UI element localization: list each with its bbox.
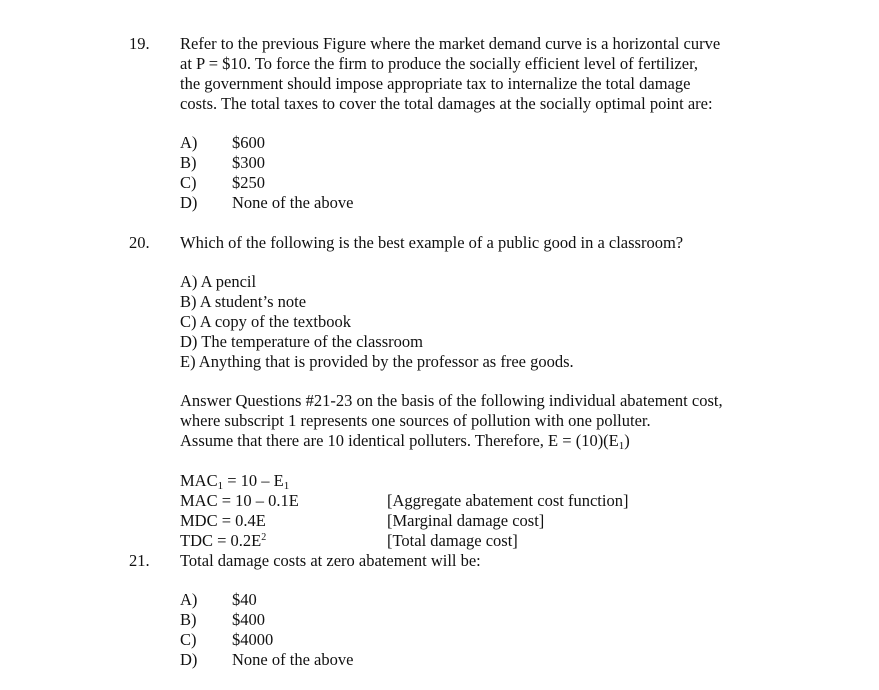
question-19-text — [180, 34, 780, 114]
question-19-line: the government should impose appropriate tax to internalize the total damage — [180, 74, 691, 93]
question-19-line: at P = $10. To force the firm to produce the socially efficient level of fertilizer, — [180, 54, 699, 73]
option-label: C) — [180, 173, 197, 192]
option-label: D) — [180, 650, 198, 669]
question-21-option-a — [180, 590, 257, 610]
question-19-option-a — [180, 133, 265, 153]
superscript: 2 — [261, 532, 267, 543]
question-20-option-b: B) A student’s note — [180, 292, 307, 311]
question-19-number: 19. — [129, 34, 150, 53]
equation-text: TDC = 0.2E — [180, 531, 262, 550]
equation-mac: MAC = 10 – 0.1E — [180, 491, 299, 510]
option-text: $600 — [232, 133, 265, 152]
option-text: None of the above — [232, 193, 354, 212]
option-text: $40 — [232, 590, 257, 609]
option-label: A) — [180, 133, 198, 152]
option-text: $250 — [232, 173, 265, 192]
equation-mac1 — [180, 471, 289, 491]
question-21-option-c — [180, 630, 273, 650]
question-20-option-c: C) A copy of the textbook — [180, 312, 351, 331]
question-20-option-d: D) The temperature of the classroom — [180, 332, 423, 351]
question-21-option-d — [180, 650, 353, 670]
equation-text: = 10 – E — [223, 471, 284, 490]
equation-tdc — [180, 531, 266, 551]
subscript: 1 — [217, 480, 224, 492]
option-label: A) — [180, 590, 198, 609]
question-21-text: Total damage costs at zero abatement will be: — [180, 551, 481, 570]
intro-text: ) — [624, 431, 630, 450]
equation-text: MAC — [180, 471, 218, 490]
option-label: B) — [180, 610, 197, 629]
question-19-option-d — [180, 193, 353, 213]
option-label: B) — [180, 153, 197, 172]
question-20-number: 20. — [129, 233, 150, 252]
option-text: $400 — [232, 610, 265, 629]
question-20-option-e: E) Anything that is provided by the professor as free goods. — [180, 352, 574, 371]
option-label: C) — [180, 630, 197, 649]
question-21-number: 21. — [129, 551, 150, 570]
intro-line: Answer Questions #21-23 on the basis of the following individual abatement cost, — [180, 391, 723, 410]
question-20-text: Which of the following is the best example of a public good in a classroom? — [180, 233, 684, 252]
intro-text: Assume that there are 10 identical polluters. Therefore, E = (10)(E — [180, 431, 619, 450]
question-19-option-c — [180, 173, 265, 193]
option-label: D) — [180, 193, 198, 212]
intro-line: where subscript 1 represents one sources of pollution with one polluter. — [180, 411, 651, 430]
option-text: $300 — [232, 153, 265, 172]
option-text: $4000 — [232, 630, 274, 649]
intro-line — [180, 431, 830, 451]
question-21-option-b — [180, 610, 265, 630]
equation-mdc-description: [Marginal damage cost] — [387, 511, 545, 530]
question-19-option-b — [180, 153, 265, 173]
question-19-line: Refer to the previous Figure where the market demand curve is a horizontal curve — [180, 34, 721, 53]
equation-mac-description: [Aggregate abatement cost function] — [387, 491, 629, 510]
question-19-line: costs. The total taxes to cover the total damages at the socially optimal point are: — [180, 94, 713, 113]
subscript: 1 — [283, 480, 290, 492]
questions-21-23-intro — [180, 391, 830, 451]
option-text: None of the above — [232, 650, 354, 669]
question-20-option-a: A) A pencil — [180, 272, 257, 291]
subscript: 1 — [618, 440, 625, 452]
equation-tdc-description: [Total damage cost] — [387, 531, 518, 550]
equation-mdc: MDC = 0.4E — [180, 511, 266, 530]
